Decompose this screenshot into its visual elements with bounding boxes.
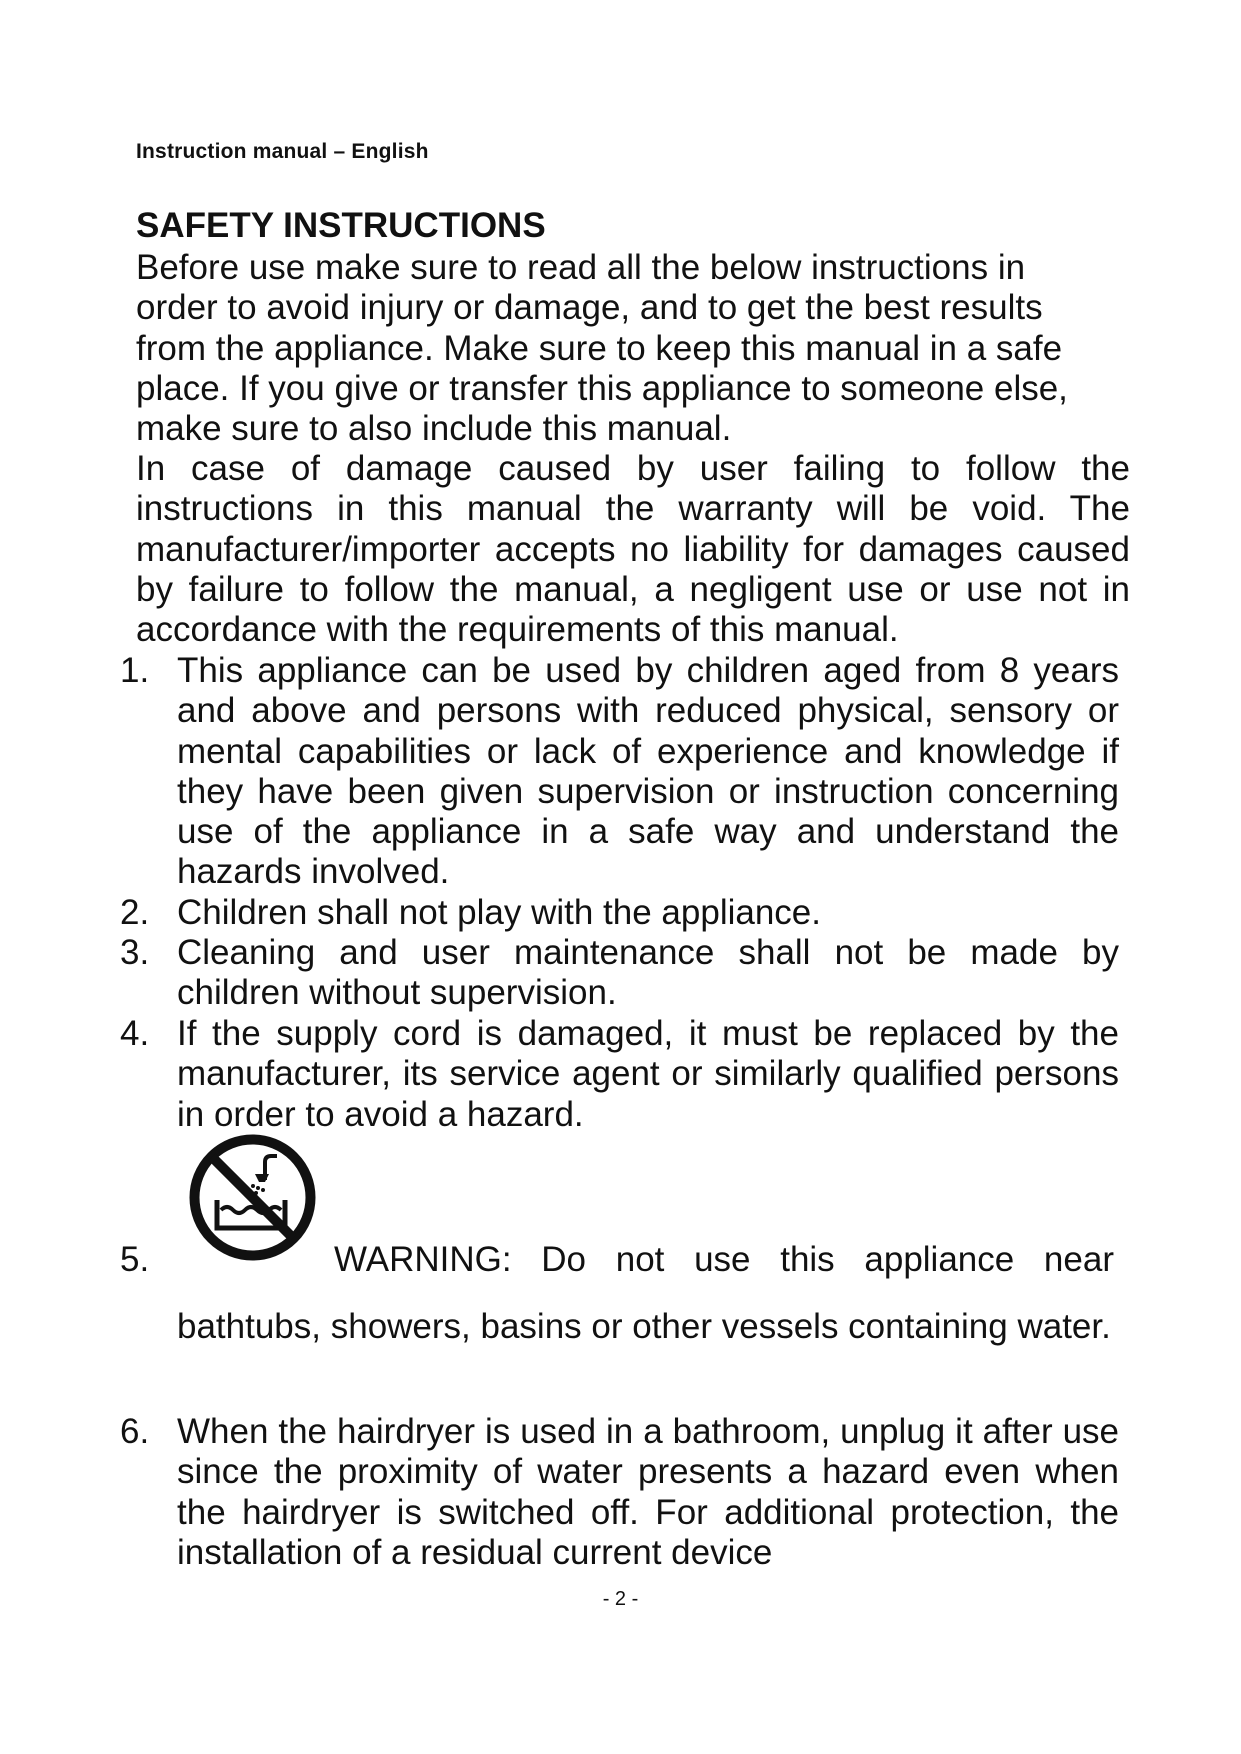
- section-title: SAFETY INSTRUCTIONS: [136, 206, 546, 245]
- list-item-number: 6.: [120, 1412, 150, 1451]
- list-item-number: 4.: [120, 1014, 150, 1053]
- list-item-number: 3.: [120, 933, 150, 972]
- list-item-text: Children shall not play with the appliance.: [177, 893, 821, 932]
- list-item-text: This appliance can be used by children aged from 8 years and above and persons with reduced physical, sensory or mental capabilities or lack of experience and knowledge if they have been given supervision or instruction concerning use of the appliance in a safe way and understand the hazards involved.: [177, 651, 1119, 892]
- no-water-use-icon: [185, 1130, 320, 1265]
- list-item-number: 1.: [120, 651, 150, 690]
- page-number: - 2 -: [602, 1588, 639, 1610]
- list-item-number: 5.: [120, 1240, 150, 1279]
- list-item-text: When the hairdryer is used in a bathroom, unplug it after use since the proximity of water presents a hazard even when the hairdryer is switched off. For additional protection, the installation of a residual current device: [177, 1412, 1119, 1572]
- intro-paragraph-1: Before use make sure to read all the below instructions in order to avoid injury or damage, and to get the best results from the appliance. Make sure to keep this manual in a safe place. If you give or transfer this appliance to someone else, make sure to also include this manual.: [136, 248, 1068, 449]
- list-item-text: Cleaning and user maintenance shall not be made by children without supervision.: [177, 933, 1119, 1013]
- warning-text: WARNING: Do not use this appliance near: [334, 1240, 1114, 1279]
- intro-paragraph-2: In case of damage caused by user failing to follow the instructions in this manual the warranty will be void. The manufacturer/importer accepts no liability for damages caused by failure to follow the manual, a negligent use or use not in accordance with the requirements of this manual.: [136, 449, 1130, 650]
- document-header: Instruction manual – English: [136, 140, 429, 163]
- warning-text-continued: bathtubs, showers, basins or other vessels containing water.: [177, 1307, 1111, 1346]
- list-item-number: 2.: [120, 893, 150, 932]
- list-item-text: If the supply cord is damaged, it must be replaced by the manufacturer, its service agent or similarly qualified persons in order to avoid a hazard.: [177, 1014, 1119, 1134]
